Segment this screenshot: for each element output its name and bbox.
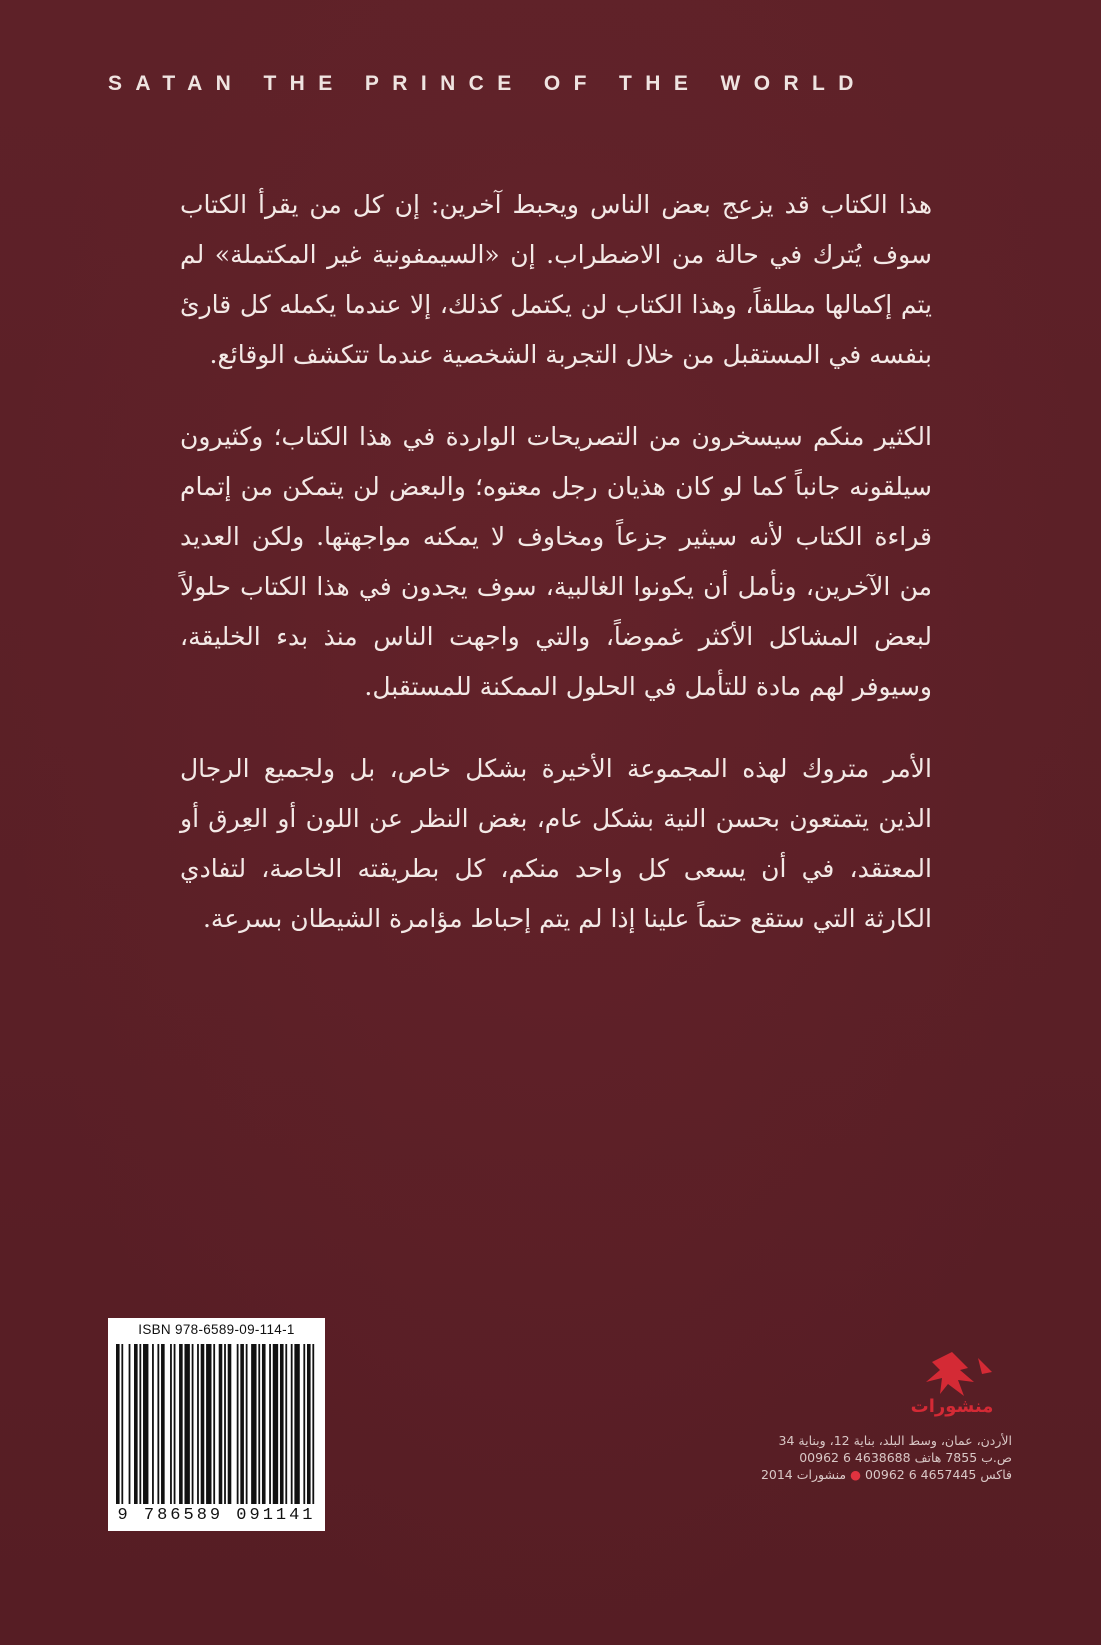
blurb-paragraph-3: الأمر متروك لهذه المجموعة الأخيرة بشكل خاص، بل ولجميع الرجال الذين يتمتعون بحسن النية بشكل عام، بغض النظر عن اللون أو العِرق أو المعتقد، في أن يسعى كل واحد منكم، كل بطريقته الخاصة، لتفادي الكارثة التي ستقع حتماً علينا إذا لم يتم إحباط مؤامرة الشيطان بسرعة. (180, 754, 932, 933)
copyright-year: منشورات 2014 (760, 1467, 847, 1482)
book-title: SATAN THE PRINCE OF THE WORLD (108, 72, 867, 95)
barcode-digits: 9 786589 091141 (117, 1506, 316, 1525)
barcode-label (108, 1318, 325, 1531)
fax-number: فاكس 4657445 6 00962 (864, 1467, 1012, 1482)
bullet-icon: ● (850, 1467, 861, 1482)
blurb-text (180, 180, 932, 976)
address-line-1: الأردن، عمان، وسط البلد، بناية 12، وبناية 34 (778, 1433, 1012, 1448)
publisher-logo-icon (882, 1348, 1022, 1402)
publisher-logo-text: منشورات (910, 1396, 994, 1417)
blurb-paragraph-1: هذا الكتاب قد يزعج بعض الناس ويحبط آخرين: إن كل من يقرأ الكتاب سوف يُترك في حالة من الاضطراب. إن «السيمفونية غير المكتملة» لم يتم إكمالها مطلقاً، وهذا الكتاب لن يكتمل كذلك، إلا عندما يكمله كل قارئ بنفسه في المستقبل من خلال التجربة الشخصية عندما تتكشف الوقائع. (180, 190, 932, 369)
isbn-number: ISBN 978-6589-09-114-1 (138, 1322, 295, 1337)
blurb-paragraph-2: الكثير منكم سيسخرون من التصريحات الواردة في هذا الكتاب؛ وكثيرون سيلقونه جانباً كما لو كان هذيان رجل معتوه؛ والبعض لن يتمكن من إتمام قراءة الكتاب لأنه سيثير جزعاً ومخاوف لا يمكنه مواجهتها. ولكن العديد من الآخرين، ونأمل أن يكونوا الغالبية، سوف يجدون في هذا الكتاب حلولاً لبعض المشاكل الأكثر غموضاً، والتي واجهت الناس منذ بدء الخليقة، وسيوفر لهم مادة للتأمل في الحلول الممكنة للمستقبل. (180, 422, 932, 701)
publisher-logo (882, 1348, 1022, 1428)
barcode-icon (116, 1344, 316, 1504)
publisher-address (660, 1432, 1012, 1483)
address-line-2: ص.ب 7855 هاتف 4638688 6 00962 (799, 1450, 1012, 1465)
address-line-3 (660, 1466, 1012, 1483)
